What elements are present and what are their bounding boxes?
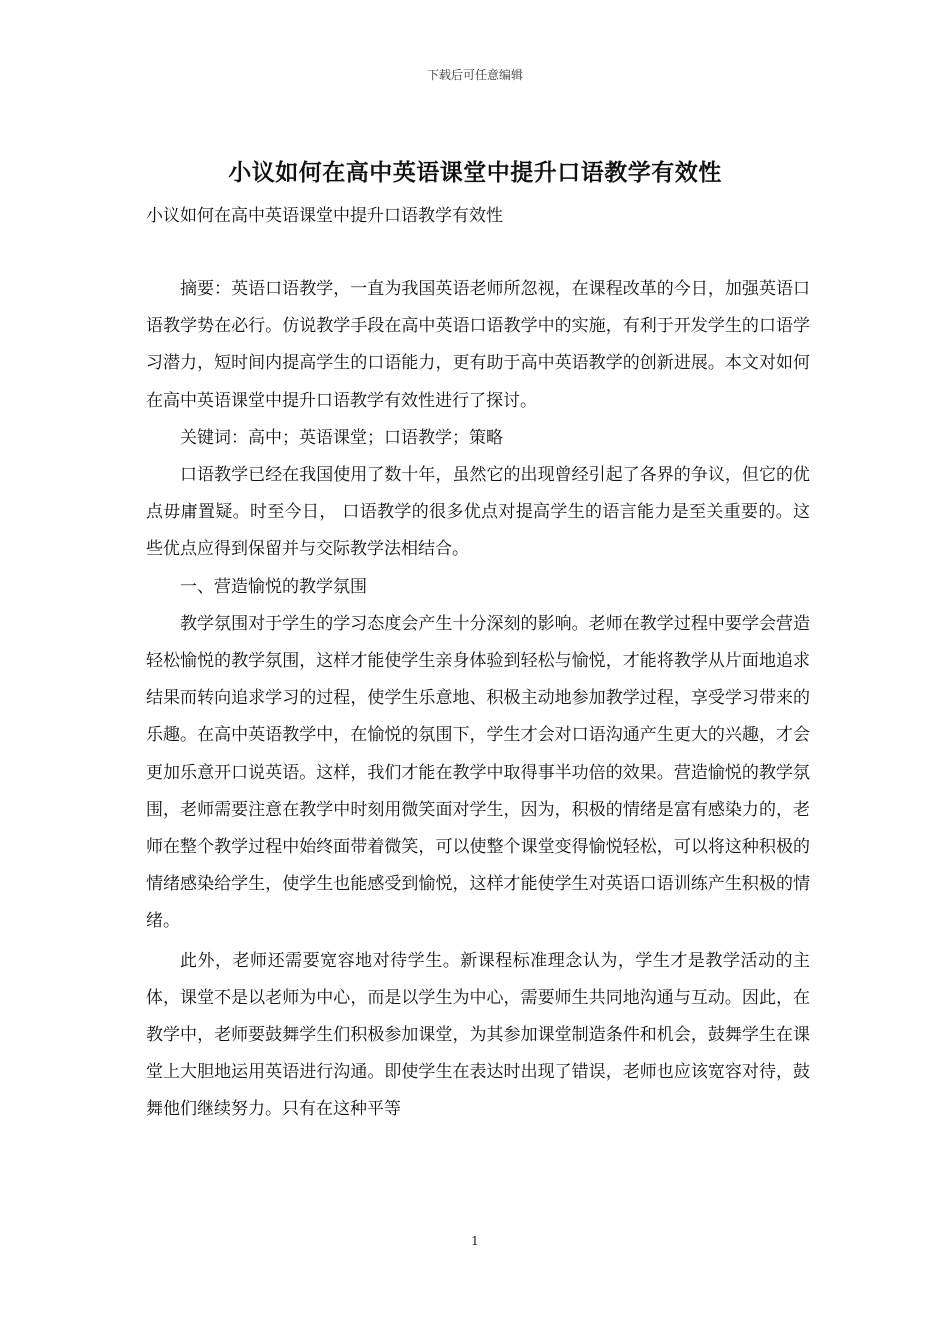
- body-paragraph: 教学氛围对于学生的学习态度会产生十分深刻的影响。老师在教学过程中要学会营造轻松愉悦的教学氛围，这样才能使学生亲身体验到轻松与愉悦，才能将教学从片面地追求结果而转向追求学习的过程，使学生乐意地、积极主动地参加教学过程，享受学习带来的乐趣。在高中英语教学中，在愉悦的氛围下，学生才会对口语沟通产生更大的兴趣，才会更加乐意开口说英语。这样，我们才能在教学中取得事半功倍的效果。营造愉悦的教学氛围，老师需要注意在教学中时刻用微笑面对学生，因为，积极的情绪是富有感染力的，老师在整个教学过程中始终面带着微笑，可以使整个课堂变得愉悦轻松，可以将这种积极的情绪感染给学生，使学生也能感受到愉悦，这样才能使学生对英语口语训练产生积极的情绪。: [146, 613, 810, 932]
- keywords-paragraph: 关键词：高中；英语课堂；口语教学；策略: [180, 427, 503, 448]
- document-subtitle: 小议如何在高中英语课堂中提升口语教学有效性: [146, 206, 503, 226]
- page-number: 1: [471, 1234, 479, 1248]
- section-heading: 一、营造愉悦的教学氛围: [180, 576, 367, 597]
- abstract-paragraph: 摘要：英语口语教学，一直为我国英语老师所忽视，在课程改革的今日，加强英语口语教学势在必行。仿说教学手段在高中英语口语教学中的实施，有利于开发学生的口语学习潜力，短时间内提高学生的口语能力，更有助于高中英语教学的创新进展。本文对如何在高中英语课堂中提升口语教学有效性进行了探讨。: [146, 279, 810, 411]
- body-paragraph: 此外，老师还需要宽容地对待学生。新课程标准理念认为，学生才是教学活动的主体，课堂不是以老师为中心，而是以学生为中心，需要师生共同地沟通与互动。因此，在教学中，老师要鼓舞学生们积极参加课堂，为其参加课堂制造条件和机会，鼓舞学生在课堂上大胆地运用英语进行沟通。即使学生在表达时出现了错误，老师也应该宽容对待，鼓舞他们继续努力。只有在这种平等: [146, 950, 810, 1120]
- document-body: [146, 271, 810, 1129]
- document-title: 小议如何在高中英语课堂中提升口语教学有效性: [228, 159, 722, 186]
- intro-paragraph: 口语教学已经在我国使用了数十年，虽然它的出现曾经引起了各界的争议，但它的优点毋庸置疑。时至今日， 口语教学的很多优点对提高学生的语言能力是至关重要的。这些优点应得到保留并与交际教学法相结合。: [146, 465, 810, 560]
- page-header-note: 下载后可任意编辑: [426, 68, 523, 82]
